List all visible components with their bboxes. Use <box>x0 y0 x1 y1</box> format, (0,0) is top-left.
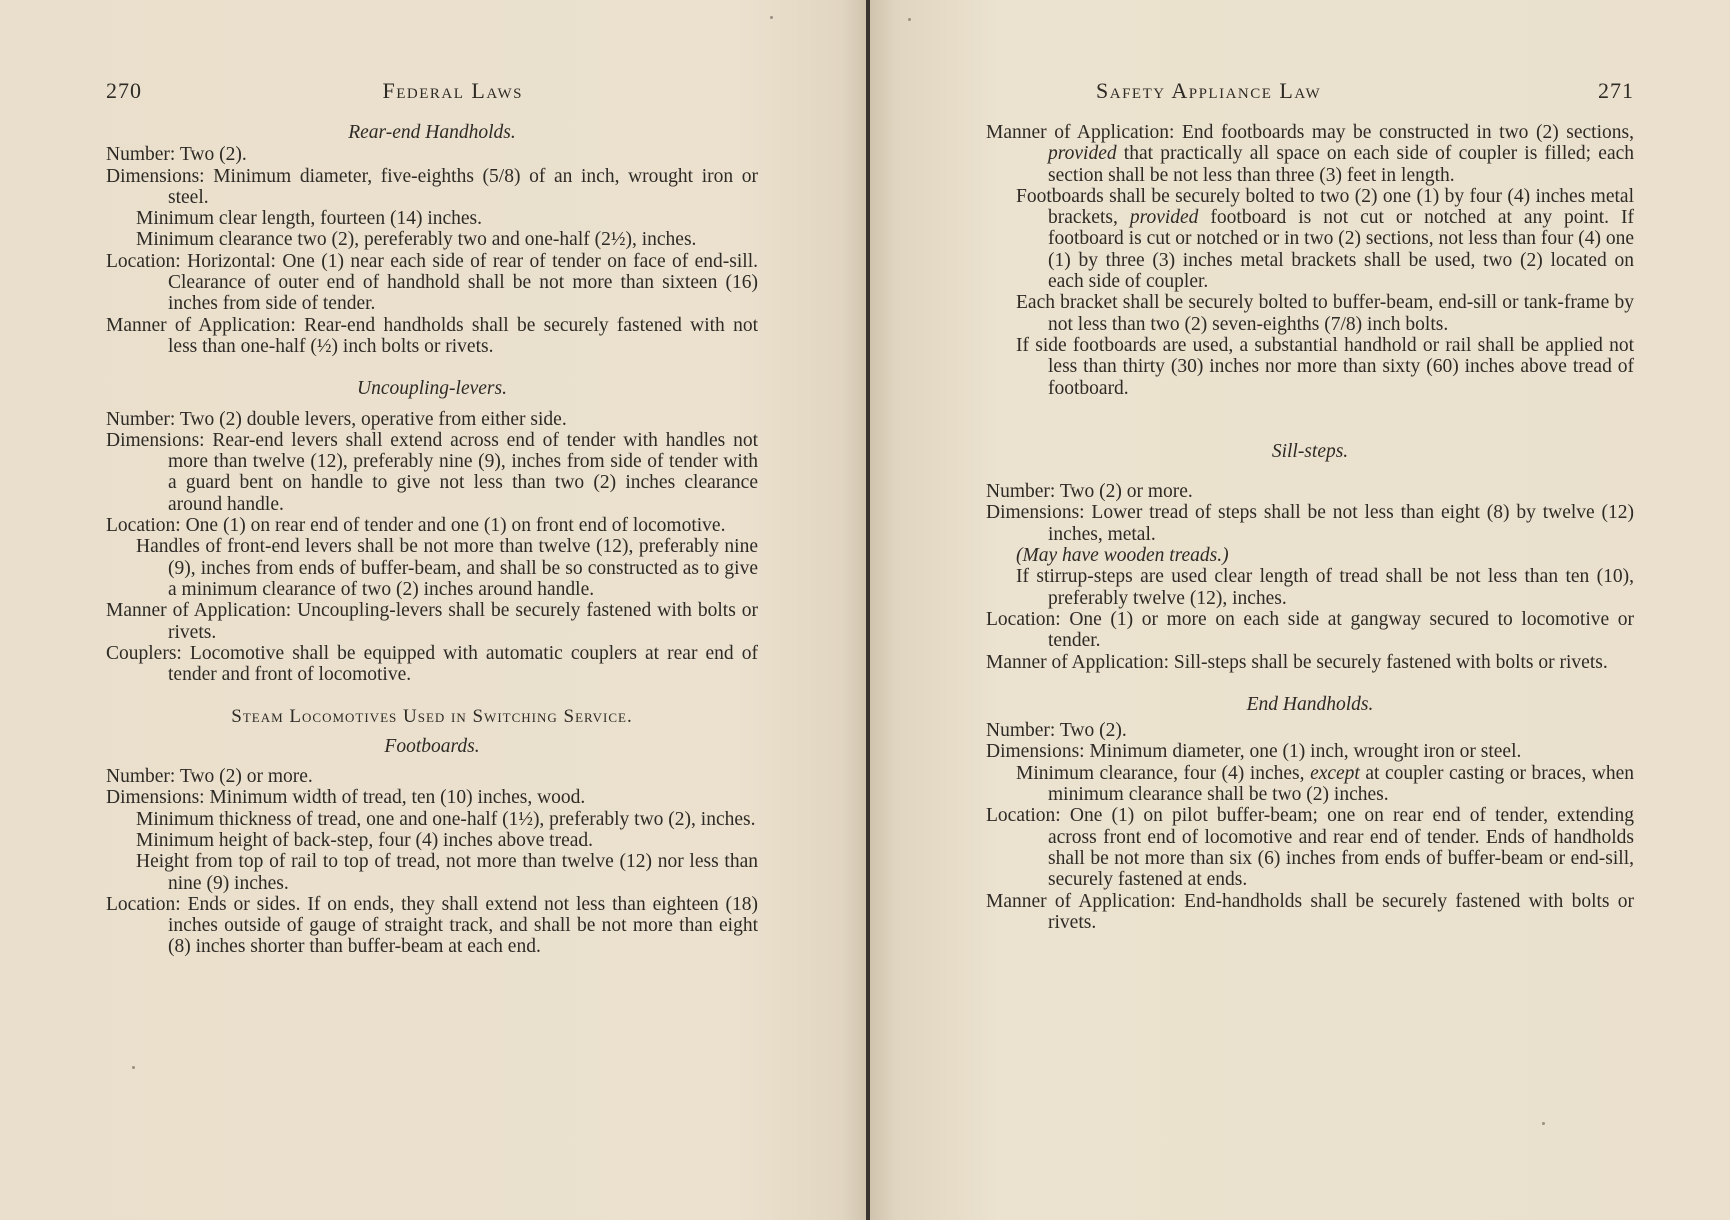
paragraph: Number: Two (2) double levers, operative from either side. <box>106 408 567 430</box>
caps-heading: Steam Locomotives Used in Switching Service. <box>231 706 633 728</box>
paragraph: Location: Horizontal: One (1) near each side of rear of tender on face of end-sill. Clearance of outer end of handhold shall be not more than sixteen (16) inches from side of tender. <box>106 250 758 315</box>
paragraph: Dimensions: Minimum diameter, one (1) inch, wrought iron or steel. <box>986 741 1522 763</box>
paragraph: Location: Ends or sides. If on ends, they shall extend not less than eighteen (18) inches outside of gauge of straight track, and shall be not more than eight (8) inches shorter than buffer-beam at each end. <box>106 893 758 958</box>
paragraph: Dimensions: Minimum width of tread, ten (10) inches, wood. <box>106 787 586 809</box>
right-page <box>870 0 1730 1220</box>
paper-speck <box>132 1066 135 1069</box>
paragraph: If stirrup-steps are used clear length of tread shall be not less than ten (10), preferably twelve (12), inches. <box>1016 566 1634 609</box>
page-number: 271 <box>1598 78 1634 103</box>
right-page-header <box>986 78 1634 110</box>
page-number: 270 <box>106 78 142 103</box>
paragraph: Each bracket shall be securely bolted to buffer-beam, end-sill or tank-frame by not less than two (2) seven-eighths (7/8) inch bolts. <box>1016 292 1634 335</box>
paragraph: Number: Two (2). <box>106 144 247 166</box>
paragraph: Dimensions: Minimum diameter, five-eighths (5/8) of an inch, wrought iron or steel. <box>106 165 758 208</box>
paragraph: Minimum clear length, fourteen (14) inches. <box>136 208 483 230</box>
section-heading: Uncoupling-levers. <box>356 378 507 400</box>
paragraph: Couplers: Locomotive shall be equipped with automatic couplers at rear end of tender and front of locomotive. <box>106 642 758 686</box>
paper-speck <box>1542 1122 1545 1125</box>
paragraph: (May have wooden treads.) <box>1016 545 1229 567</box>
paragraph: Manner of Application: End-handholds shall be securely fastened with bolts or rivets. <box>986 890 1634 933</box>
paragraph: Minimum clearance, four (4) inches, except at coupler casting or braces, when minimum clearance shall be two (2) inches. <box>1016 762 1634 806</box>
paragraph: Location: One (1) or more on each side at gangway secured to locomotive or tender. <box>986 608 1634 652</box>
paper-speck <box>908 18 911 21</box>
paragraph: Footboards shall be securely bolted to two (2) one (1) by four (4) inches metal brackets, provided footboard is not cut or notched at any point. If footboard is cut or notched or in two (2) sections, not less than four (4) one (1) by three (3) inches metal brackets shall be used, two (2) located on each side of coupler. <box>1016 185 1634 293</box>
paragraph: Minimum thickness of tread, one and one-half (1½), preferably two (2), inches. <box>136 808 756 830</box>
section-heading: End Handholds. <box>1246 693 1374 715</box>
paragraph: Dimensions: Rear-end levers shall extend across end of tender with handles not more than twelve (12), preferably nine (9), inches from side of tender with a guard bent on handle to give not less than two (2) inches clearance around handle. <box>106 429 758 515</box>
paragraph: Number: Two (2). <box>986 720 1127 742</box>
paper-speck <box>770 16 773 19</box>
paragraph: Manner of Application: Rear-end handholds shall be securely fastened with not less than one-half (½) inch bolts or rivets. <box>106 314 758 357</box>
running-head: Safety Appliance Law <box>1096 78 1322 103</box>
section-heading: Rear-end Handholds. <box>348 122 516 143</box>
paragraph: If side footboards are used, a substantial handhold or rail shall be applied not less than thirty (30) inches nor more than sixty (60) inches above tread of footboard. <box>1016 334 1634 399</box>
paragraph: Height from top of rail to top of tread, not more than twelve (12) nor less than nine (9) inches. <box>136 851 758 894</box>
paragraph: Manner of Application: Sill-steps shall be securely fastened with bolts or rivets. <box>986 651 1608 673</box>
paragraph: Dimensions: Lower tread of steps shall be not less than eight (8) by twelve (12) inches, metal. <box>986 502 1634 545</box>
paragraph: Location: One (1) on rear end of tender and one (1) on front end of locomotive. <box>106 515 726 537</box>
paragraph: Manner of Application: End footboards may be constructed in two (2) sections, provided that practically all space on each side of coupler is filled; each section shall be not less than three (3) feet in length. <box>986 122 1634 186</box>
section-heading: Footboards. <box>384 735 480 757</box>
paragraph: Location: One (1) on pilot buffer-beam; one on rear end of tender, extending across front end of locomotive and rear end of tender. Ends of handholds shall be not more than six (6) inches from ends of buffer-beam or end-sill, securely fastened at ends. <box>986 805 1634 891</box>
paragraph: Minimum height of back-step, four (4) inches above tread. <box>136 829 594 851</box>
paragraph: Handles of front-end levers shall be not more than twelve (12), preferably nine (9), inches from ends of buffer-beam, and shall be so constructed as to give a minimum clearance of two (2) inches around handle. <box>136 536 758 600</box>
running-head: Federal Laws <box>382 78 523 103</box>
section-heading: Sill-steps. <box>1271 440 1349 462</box>
paragraph: Number: Two (2) or more. <box>986 481 1193 503</box>
paragraph: Minimum clearance two (2), pereferably two and one-half (2½), inches. <box>136 229 697 251</box>
paragraph: Number: Two (2) or more. <box>106 766 313 788</box>
paragraph: Manner of Application: Uncoupling-levers shall be securely fastened with bolts or rivets. <box>106 600 758 643</box>
left-page-content <box>106 78 758 958</box>
right-page-content <box>986 78 1634 933</box>
left-page-header <box>106 78 758 110</box>
